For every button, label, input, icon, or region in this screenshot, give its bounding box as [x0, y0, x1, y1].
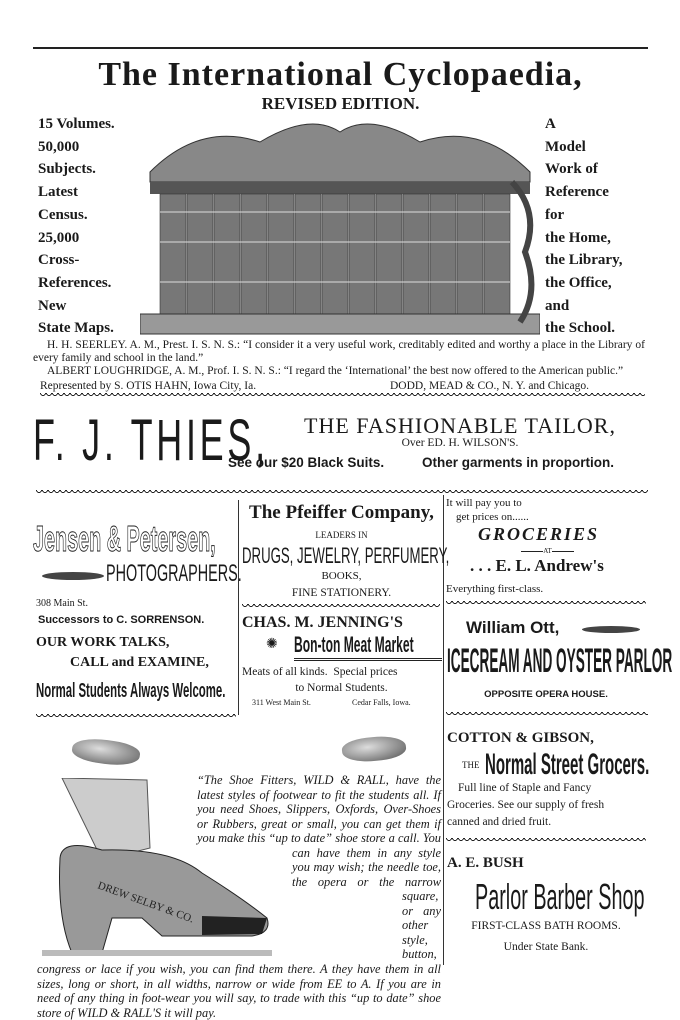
- fish-ornament-icon: [42, 572, 104, 580]
- list-item: New: [38, 297, 67, 314]
- jensen-name: Jensen & Petersen,: [33, 518, 216, 559]
- jennings-line1: Meats of all kinds. Special prices: [242, 666, 398, 678]
- list-item: and: [545, 297, 570, 314]
- top-rule: [33, 47, 648, 49]
- wavy-divider: [36, 490, 648, 496]
- list-item: Cross-: [38, 252, 80, 269]
- bush-shop: Parlor Barber Shop: [475, 876, 645, 917]
- cyclopaedia-title: The International Cyclopaedia,: [98, 56, 583, 93]
- jennings-city: Cedar Falls, Iowa.: [352, 698, 411, 707]
- bookcase-illustration: [140, 112, 540, 337]
- pfeiffer-leaders: LEADERS IN: [315, 530, 368, 540]
- pfeiffer-name: The Pfeiffer Company,: [249, 502, 434, 523]
- shoe-brand: DREW SELBY & CO.: [95, 879, 196, 926]
- jennings-address: 311 West Main St.: [252, 698, 311, 707]
- jensen-line3: Normal Students Always Welcome.: [36, 680, 226, 702]
- bush-name: A. E. BUSH: [447, 855, 524, 871]
- thies-other: Other garments in proportion.: [422, 455, 615, 470]
- list-item: 50,000: [38, 138, 80, 155]
- foot-icon: [71, 735, 142, 768]
- wavy-divider: [446, 601, 646, 607]
- cotton-the: THE: [462, 760, 480, 770]
- jensen-line1: OUR WORK TALKS,: [36, 635, 170, 650]
- seerley-quote: H. H. SEERLEY. A. M., Prest. I. S. N. S.: “I consider it a very useful work, creditably edited and worthy a place in the Library of every family and school in the land.”: [33, 339, 645, 364]
- wavy-divider: [36, 714, 236, 720]
- wavy-divider: [446, 712, 648, 718]
- andrews-intro1: It will pay you to: [446, 497, 522, 509]
- pfeiffer-goods: DRUGS, JEWELRY, PERFUMERY,: [242, 543, 450, 568]
- andrews-groceries: GROCERIES: [478, 524, 600, 544]
- ott-name: William Ott,: [466, 618, 560, 637]
- list-item: References.: [38, 274, 112, 291]
- list-item: the Library,: [545, 252, 623, 269]
- list-item: Census.: [38, 206, 88, 223]
- list-item: Latest: [38, 184, 78, 201]
- list-item: the Office,: [545, 274, 612, 291]
- jensen-trade: PHOTOGRAPHERS.: [106, 560, 242, 587]
- representative: Represented by S. OTIS HAHN, Iowa City, Ia.: [40, 380, 257, 392]
- andrews-at: [505, 547, 590, 555]
- star-ornament-icon: ✺: [266, 637, 278, 652]
- list-item: Subjects.: [38, 161, 96, 178]
- jennings-name: CHAS. M. JENNING'S: [242, 614, 403, 631]
- bush-baths: FIRST-CLASS BATH ROOMS.: [471, 920, 621, 932]
- jensen-successors: Successors to C. SORRENSON.: [38, 614, 205, 626]
- list-item: Model: [545, 138, 586, 155]
- ott-parlor: ICECREAM AND OYSTER PARLOR: [447, 642, 673, 680]
- list-item: for: [545, 206, 565, 223]
- shoe-text-wrap: [37, 773, 197, 846]
- jensen-line2: CALL and EXAMINE,: [70, 655, 209, 670]
- wavy-divider: [446, 838, 646, 844]
- andrews-at-label: AT: [543, 547, 552, 555]
- list-item: the School.: [545, 320, 616, 337]
- shoe-text-wrap: [37, 846, 292, 890]
- wavy-divider: [40, 393, 645, 399]
- list-item: 25,000: [38, 229, 80, 246]
- double-rule: [294, 658, 442, 661]
- list-item: Work of: [545, 161, 598, 178]
- pfeiffer-stationery: FINE STATIONERY.: [291, 587, 392, 599]
- cotton-line3: canned and dried fruit.: [447, 816, 552, 828]
- thies-location: Over ED. H. WILSON'S.: [401, 437, 519, 449]
- bush-location: Under State Bank.: [503, 941, 589, 953]
- loughridge-quote: ALBERT LOUGHRIDGE, A. M., Prof. I. S. N. S.: “I regard the ‘International’ the best now offered to the American public.”: [47, 365, 624, 377]
- thies-offer: See our $20 Black Suits.: [228, 455, 385, 470]
- cotton-name: COTTON & GIBSON,: [447, 730, 594, 746]
- column-rule: [238, 500, 239, 715]
- andrews-name: . . . E. L. Andrew's: [470, 556, 604, 575]
- thies-headline: THE FASHIONABLE TAILOR,: [304, 413, 616, 438]
- list-item: Reference: [545, 184, 609, 201]
- andrews-tagline: Everything first-class.: [446, 583, 544, 595]
- right-feature-list: [545, 113, 623, 340]
- list-item: A: [545, 116, 556, 132]
- thies-name: F. J. THIES,: [33, 408, 269, 473]
- shoe-text-wrap: [37, 890, 402, 962]
- foot-icon: [341, 734, 407, 765]
- cotton-line1: Full line of Staple and Fancy: [458, 782, 592, 794]
- wavy-divider: [242, 604, 440, 610]
- cyclopaedia-subtitle: REVISED EDITION.: [261, 94, 420, 113]
- shoe-copy: “The Shoe Fitters, WILD & RALL, have the latest styles of footwear to fit the students all. If you need Shoes, Slippers, Oxfords, Over-Shoes or Rubbers, great or small, you can get them if you make this “up to date” shoe store a call. You can have them in any style you may wish; the needle toe, the opera or the narrow square, or any other style, button, congress or lace if you wish, you can find them there. A they have them in all sizes, long or short, in all widths, narrow or wide from EE to A. If you are in need of any thing in foot-wear you will say, to trade with this “up to date” shoe store of WILD & RALL'S it will pay.: [37, 773, 441, 1020]
- list-item: 15 Volumes.: [38, 116, 115, 132]
- pfeiffer-books: BOOKS,: [321, 570, 362, 582]
- andrews-intro2: get prices on......: [456, 511, 529, 523]
- publisher: DODD, MEAD & CO., N. Y. and Chicago.: [390, 380, 590, 392]
- list-item: State Maps.: [38, 320, 114, 337]
- left-feature-list: [38, 113, 115, 340]
- jennings-market: Bon-ton Meat Market: [294, 632, 414, 657]
- cotton-tagline: Normal Street Grocers.: [485, 748, 650, 781]
- jensen-address: 308 Main St.: [36, 598, 88, 609]
- cotton-line2: Groceries. See our supply of fresh: [447, 799, 605, 811]
- ott-location: OPPOSITE OPERA HOUSE.: [484, 689, 608, 700]
- list-item: the Home,: [545, 229, 611, 246]
- shoe-text: [37, 773, 441, 1020]
- jennings-line2: to Normal Students.: [295, 682, 388, 694]
- fish-ornament-icon: [582, 626, 640, 633]
